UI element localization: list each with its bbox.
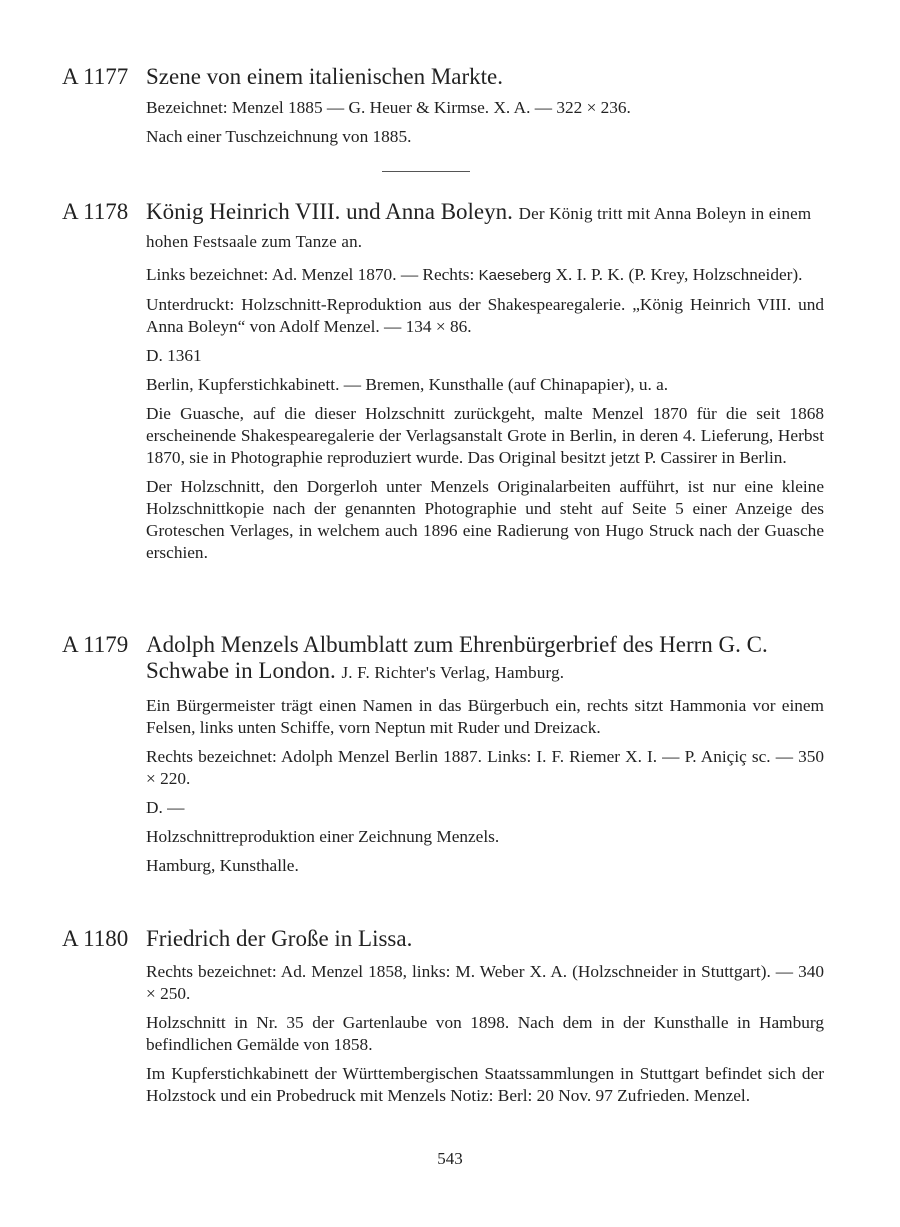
entry-number: A 1179 [62, 632, 129, 657]
entry-paragraph: Rechts bezeichnet: Adolph Menzel Berlin 1887. Links: I. F. Riemer X. I. — P. Aniçiç sc. — 350 × 220. [146, 747, 824, 788]
signature-text: Links bezeichnet: Ad. Menzel 1870. — Rechts: [146, 265, 479, 284]
section-divider [382, 171, 470, 172]
signature-rest: X. I. P. K. (P. Krey, Holzschneider). [551, 265, 803, 284]
entry-paragraph: Rechts bezeichnet: Ad. Menzel 1858, links: M. Weber X. A. (Holzschneider in Stuttgart). — 340 × 250. [146, 962, 824, 1003]
page-number: 543 [437, 1149, 463, 1168]
entry-paragraph: Unterdruckt: Holzschnitt-Reproduktion aus der Shakespearegalerie. „König Heinrich VIII. und Anna Boleyn“ von Adolf Menzel. — 134 × 86. [146, 295, 824, 336]
entry-heading [62, 199, 824, 255]
entry-paragraph: Berlin, Kupferstichkabinett. — Bremen, Kunsthalle (auf Chinapapier), u. a. [146, 375, 669, 394]
entry-paragraph: Im Kupferstichkabinett der Württembergischen Staatssammlungen in Stuttgart befindet sich der Holzstock und ein Probedruck mit Menzels Notiz: Berl: 20 Nov. 97 Zufrieden. Menzel. [146, 1064, 824, 1105]
entry-paragraph: Bezeichnet: Menzel 1885 — G. Heuer & Kirmse. X. A. — 322 × 236. [146, 98, 631, 117]
entry-paragraph: Holzschnittreproduktion einer Zeichnung Menzels. [146, 827, 500, 846]
signature-sans: Kaeseberg [478, 267, 552, 284]
entry-a1180 [62, 926, 824, 1107]
entry-paragraph: Ein Bürgermeister trägt einen Namen in das Bürgerbuch ein, rechts sitzt Hammonia vor einem Felsen, links unten Schiffe, vorn Neptun mit Ruder und Dreizack. [146, 696, 824, 737]
entry-a1178 [62, 199, 824, 564]
entry-heading [62, 632, 824, 686]
entry-a1179 [62, 632, 824, 877]
entry-paragraph: Hamburg, Kunsthalle. [146, 856, 299, 875]
entry-paragraph [62, 264, 824, 287]
entry-heading [62, 64, 824, 90]
entry-description: J. F. Richter's Verlag, Hamburg. [341, 663, 565, 682]
entry-number: A 1180 [62, 926, 129, 951]
entry-title: Szene von einem italienischen Markte. [146, 64, 504, 89]
entry-a1177 [62, 64, 824, 148]
entry-paragraph: Der Holzschnitt, den Dorgerloh unter Menzels Originalarbeiten aufführt, ist nur eine kleine Holzschnittkopie nach der genannten Photographie und steht auf Seite 5 einer Anzeige des Groteschen Verlages, in welchem auch 1896 eine Radierung von Hugo Struck nach der Guasche erschien. [146, 477, 824, 562]
entry-title: Friedrich der Große in Lissa. [146, 926, 413, 951]
entry-number: A 1177 [62, 64, 129, 89]
entry-title: Adolph Menzels Albumblatt zum Ehrenbürgerbrief des Herrn G. C. Schwabe in London. [146, 632, 768, 683]
entry-title: König Heinrich VIII. und Anna Boleyn. [146, 199, 513, 224]
entry-description: Der König tritt mit Anna Boleyn in einem hohen Festsaale zum Tanze an. [146, 204, 812, 251]
entry-paragraph: Die Guasche, auf die dieser Holzschnitt zurückgeht, malte Menzel 1870 für die seit 1868 erscheinende Shakespearegalerie der Verlagsanstalt Grote in Berlin, in deren 4. Lieferung, Herbst 1870, sie in Photographie reproduziert wurde. Das Original besitzt jetzt P. Cassirer in Berlin. [146, 404, 824, 467]
entry-paragraph: Holzschnitt in Nr. 35 der Gartenlaube von 1898. Nach dem in der Kunsthalle in Hamburg befindlichen Gemälde von 1858. [146, 1013, 824, 1054]
entry-number: A 1178 [62, 199, 129, 224]
entry-paragraph: D. — [146, 798, 185, 817]
entry-heading [62, 926, 824, 952]
entry-paragraph: Nach einer Tuschzeichnung von 1885. [146, 127, 412, 146]
entry-paragraph: D. 1361 [146, 346, 202, 365]
